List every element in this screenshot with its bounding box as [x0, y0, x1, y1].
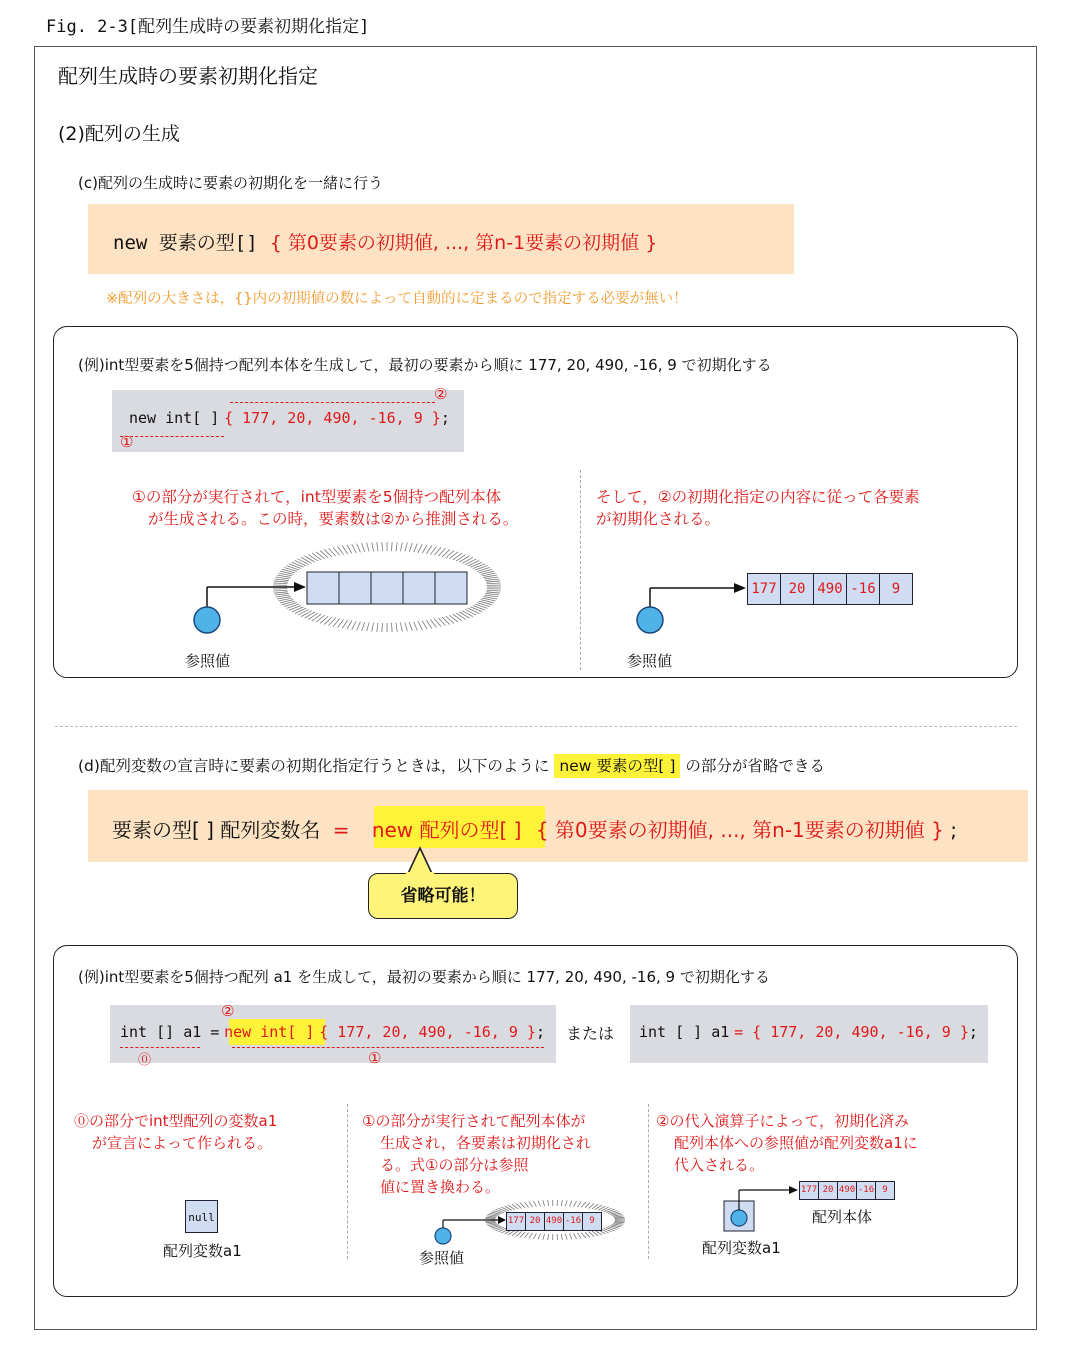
ex2-col3-line-2: 配列本体への参照値が配列変数a1に — [674, 1134, 918, 1152]
burst-stroke — [473, 605, 485, 610]
d-label-pre: (d)配列変数の宣言時に要素の初期化指定行うときは，以下のように — [78, 757, 550, 775]
ex2-code2-black: int [ ] a1 — [639, 1023, 730, 1041]
burst-stroke — [561, 1200, 562, 1206]
burst-stroke — [357, 544, 361, 553]
burst-stroke — [414, 544, 418, 553]
burst-stroke — [585, 1232, 590, 1237]
burst-stroke — [485, 593, 499, 595]
ex2-col2-line-2: 生成され，各要素は初期化され — [380, 1134, 591, 1152]
burst-stroke — [468, 608, 479, 613]
burst-stroke — [352, 544, 356, 553]
burst-stroke — [570, 1234, 572, 1240]
burst-stroke — [484, 577, 498, 579]
burst-stroke — [347, 545, 352, 553]
burst-stroke — [453, 553, 462, 560]
burst-stroke — [426, 546, 432, 554]
empty-array — [307, 572, 467, 604]
ref-ball — [435, 1228, 451, 1244]
burst-stroke — [295, 561, 306, 566]
array-cell: -16 — [847, 574, 880, 604]
burst-stroke — [289, 605, 301, 610]
ex1-code-red: { 177, 20, 490, -16, 9 } — [224, 409, 441, 427]
burst-stroke — [486, 1217, 496, 1218]
ex2-code1-hl-text: new int[ ] — [224, 1023, 315, 1041]
array-cell: 20 — [819, 1182, 838, 1199]
burst-stroke — [581, 1233, 585, 1238]
burst-stroke — [305, 556, 315, 562]
burst-stroke — [422, 621, 427, 629]
ex2-col1-line-1: ⓪の部分でint型配列の変数a1 — [74, 1112, 278, 1130]
burst-stroke — [520, 1232, 525, 1237]
array-cell: 20 — [781, 574, 814, 604]
ex2-mark-2: ② — [221, 1002, 235, 1020]
array-cell: 490 — [838, 1182, 857, 1199]
ex1-ref-label-right: 参照値 — [627, 652, 673, 670]
burst-stroke — [409, 622, 412, 631]
burst-stroke — [462, 611, 473, 617]
burst-stroke — [357, 622, 361, 631]
ex2-code1 — [120, 1023, 545, 1041]
ex2-code2-end: ; — [968, 1023, 978, 1041]
d-label-hl: new 要素の型[ ] — [554, 754, 680, 778]
burst-stroke — [289, 564, 301, 569]
ex2-col2-text — [362, 1110, 591, 1198]
burst-stroke — [574, 1201, 577, 1207]
burst-stroke — [422, 545, 427, 553]
burst-stroke — [485, 579, 499, 581]
burst-stroke — [470, 562, 482, 567]
burst-stroke — [391, 542, 392, 551]
ex2-divider-2 — [648, 1104, 649, 1259]
omittable-bubble-text: 省略可能！ — [400, 886, 486, 906]
burst-stroke — [486, 581, 500, 582]
ex1-code — [129, 409, 450, 427]
d-label — [78, 754, 825, 776]
ex2-underline-1 — [232, 1047, 544, 1048]
burst-stroke — [453, 614, 462, 621]
burst-stroke — [382, 542, 383, 551]
ex2-or-text: または — [566, 1024, 615, 1043]
ex1-left-diagram — [180, 540, 520, 670]
ex2-code1-end: ; — [535, 1023, 545, 1041]
ex2-underline-0 — [120, 1047, 200, 1048]
burst-stroke — [486, 1222, 496, 1223]
burst-stroke — [475, 604, 487, 608]
arrow-head-icon — [734, 583, 746, 593]
burst-stroke — [367, 543, 369, 552]
burst-stroke — [473, 564, 485, 569]
burst-stroke — [276, 577, 290, 579]
burst-stroke — [465, 609, 476, 615]
burst-stroke — [377, 542, 378, 551]
burst-stroke — [543, 1200, 545, 1206]
ex2-col3-text — [656, 1110, 918, 1176]
burst-stroke — [372, 542, 374, 551]
burst-stroke — [548, 1234, 549, 1240]
ex1-divider — [580, 470, 581, 670]
burst-stroke — [529, 1201, 533, 1207]
ref-ball — [194, 607, 220, 633]
burst-stroke — [585, 1203, 590, 1208]
burst-stroke — [396, 542, 397, 551]
burst-stroke — [538, 1234, 540, 1240]
burst-stroke — [405, 543, 407, 552]
burst-stroke — [533, 1233, 536, 1239]
array-cell: 490 — [814, 574, 847, 604]
burst-stroke — [301, 611, 312, 617]
burst-stroke — [273, 583, 287, 584]
ex1-left-line-2: が生成される。この時，要素数は②から推測される。 — [148, 510, 519, 528]
omittable-bubble — [368, 873, 518, 919]
burst-stroke — [301, 557, 312, 563]
burst-stroke — [414, 622, 418, 631]
ex2-col3-array — [799, 1181, 895, 1200]
ex1-right-text — [596, 486, 920, 530]
ref-ball — [731, 1210, 747, 1226]
burst-stroke — [548, 1200, 549, 1206]
burst-stroke — [382, 623, 383, 632]
burst-stroke — [533, 1201, 536, 1207]
ex2-col2-array — [506, 1212, 602, 1231]
burst-stroke — [456, 554, 466, 561]
burst-stroke — [449, 552, 458, 559]
ex2-divider-1 — [347, 1104, 348, 1259]
burst-stroke — [520, 1203, 525, 1208]
burst-stroke — [418, 621, 422, 630]
array-cell: 9 — [882, 1185, 888, 1195]
array-cell: -16 — [564, 1213, 583, 1230]
ex1-title: (例)int型要素を5個持つ配列本体を生成して，最初の要素から順に 177, 20, 490, -16, 9 で初期化する — [78, 356, 772, 374]
ex1-mark-1: ① — [120, 433, 134, 451]
ex2-col1-var: 配列変数a1 — [163, 1242, 242, 1260]
d-syntax-eq: = — [332, 818, 350, 842]
ex1-left-line-1: ①の部分が実行されて，int型要素を5個持つ配列本体 — [132, 488, 502, 506]
burst-stroke — [400, 542, 402, 551]
burst-stroke — [475, 566, 487, 570]
ex2-code1-red: { 177, 20, 490, -16, 9 } — [319, 1023, 536, 1041]
burst-stroke — [312, 614, 321, 621]
burst-stroke — [372, 623, 374, 632]
burst-stroke — [287, 604, 299, 608]
burst-stroke — [565, 1234, 567, 1240]
ex2-code1-black: int [] a1 = — [120, 1023, 220, 1041]
burst-stroke — [614, 1222, 624, 1223]
ex2-code2-red: = { 177, 20, 490, -16, 9 } — [734, 1023, 969, 1041]
d-label-post: の部分が省略できる — [685, 757, 825, 775]
burst-stroke — [391, 623, 392, 632]
burst-stroke — [577, 1233, 581, 1239]
burst-stroke — [305, 612, 315, 618]
ex1-code-black: new int[ ] — [129, 409, 220, 427]
ex1-ref-label-left: 参照値 — [185, 652, 231, 670]
burst-stroke — [405, 622, 407, 631]
burst-stroke — [570, 1201, 572, 1207]
arrow-head-icon — [498, 1216, 506, 1224]
burst-stroke — [456, 613, 466, 620]
ex2-mark-1: ① — [368, 1049, 382, 1067]
burst-stroke — [487, 583, 501, 584]
ref-ball — [637, 607, 663, 633]
arrow-head-icon — [789, 1186, 798, 1194]
c-syntax-red: { 第0要素の初期値, ..., 第n-1要素の初期値 } — [269, 232, 658, 254]
burst-stroke — [292, 562, 304, 567]
ex2-col3-line-1: ②の代入演算子によって，初期化済み — [656, 1112, 910, 1130]
burst-stroke — [273, 590, 287, 591]
burst-stroke — [538, 1201, 540, 1207]
burst-stroke — [409, 543, 412, 552]
burst-stroke — [292, 607, 304, 612]
burst-stroke — [312, 553, 321, 560]
burst-stroke — [352, 621, 356, 630]
burst-stroke — [459, 556, 469, 562]
d-syntax-red: { 第0要素の初期値, ..., 第n-1要素の初期値 } — [535, 818, 944, 842]
ex1-right-line-1: そして，②の初期化指定の内容に従って各要素 — [596, 488, 920, 506]
array-cell: 177 — [748, 574, 781, 604]
array-cell: 9 — [891, 581, 901, 597]
burst-stroke — [347, 621, 352, 629]
array-cell: 20 — [526, 1213, 545, 1230]
burst-stroke — [298, 559, 309, 565]
burst-stroke — [449, 615, 458, 622]
array-cell: 177 — [800, 1182, 819, 1199]
ex1-underline-2 — [230, 402, 435, 403]
burst-stroke — [614, 1217, 624, 1218]
burst-stroke — [342, 620, 348, 628]
section-2-title: (2)配列の生成 — [58, 123, 180, 145]
ex1-right-line-2: が初期化される。 — [596, 510, 721, 528]
heading: 配列生成時の要素初期化指定 — [58, 64, 318, 88]
burst-stroke — [274, 592, 288, 593]
burst-stroke — [426, 620, 432, 628]
burst-stroke — [342, 546, 348, 554]
array-cell: 9 — [589, 1216, 595, 1226]
burst-stroke — [316, 615, 325, 622]
burst-stroke — [561, 1234, 562, 1240]
null-box — [185, 1200, 218, 1233]
section-separator — [55, 726, 1017, 727]
burst-stroke — [524, 1233, 528, 1238]
c-syntax-black: new 要素の型[] — [113, 232, 258, 254]
burst-stroke — [459, 612, 469, 618]
array-cell: 177 — [507, 1213, 526, 1230]
ex2-col1-line-2: が宣言によって作られる。 — [92, 1134, 273, 1152]
burst-stroke — [396, 623, 397, 632]
burst-stroke — [465, 559, 476, 565]
burst-stroke — [308, 554, 318, 561]
figure-title: Fig. 2-3[配列生成時の要素初期化指定] — [46, 17, 370, 37]
burst-stroke — [468, 561, 479, 566]
burst-stroke — [487, 590, 501, 591]
burst-stroke — [287, 566, 299, 570]
ex1-filled-array — [747, 573, 913, 605]
burst-stroke — [274, 581, 288, 582]
d-syntax-end: ; — [950, 818, 957, 842]
ex2-col1-text — [74, 1110, 277, 1154]
array-cell: 490 — [545, 1213, 564, 1230]
burst-stroke — [295, 608, 306, 613]
ref-arrow-head — [294, 582, 306, 592]
ex2-col3-var: 配列変数a1 — [702, 1239, 781, 1257]
burst-stroke — [577, 1201, 581, 1207]
array-cell: -16 — [857, 1182, 876, 1199]
ex2-col2-line-3: る。式①の部分は参照 — [380, 1156, 529, 1174]
burst-stroke — [529, 1233, 533, 1239]
burst-stroke — [524, 1202, 528, 1207]
ex2-col3-line-3: 代入される。 — [674, 1156, 765, 1174]
ex2-code2 — [639, 1023, 978, 1041]
burst-stroke — [298, 609, 309, 615]
burst-stroke — [316, 552, 325, 559]
d-syntax-black: 要素の型[ ] 配列変数名 — [112, 818, 321, 842]
burst-stroke — [367, 622, 369, 631]
burst-stroke — [484, 595, 498, 597]
burst-stroke — [565, 1200, 567, 1206]
burst-stroke — [400, 623, 402, 632]
ex2-col2-line-1: ①の部分が実行されて配列本体が — [362, 1112, 586, 1130]
burst-stroke — [275, 593, 289, 595]
ex2-col2-line-4: 値に置き換わる。 — [380, 1178, 501, 1196]
d-syntax-hl: new 配列の型[ ] — [371, 818, 522, 842]
ex1-left-text — [132, 486, 518, 530]
ex2-mark-0: ⓪ — [138, 1053, 152, 1068]
burst-stroke — [486, 592, 500, 593]
ex1-code-end: ; — [440, 409, 450, 427]
burst-stroke — [275, 579, 289, 581]
burst-stroke — [377, 623, 378, 632]
burst-stroke — [581, 1202, 585, 1207]
burst-stroke — [418, 544, 422, 553]
c-label: (c)配列の生成時に要素の初期化を一緒に行う — [78, 174, 383, 192]
c-note: ※配列の大きさは，{}内の初期値の数によって自動的に定まるので指定する必要が無い！ — [106, 291, 688, 307]
ex2-col3-body: 配列本体 — [812, 1208, 873, 1226]
ex2-title: (例)int型要素を5個持つ配列 a1 を生成して，最初の要素から順に 177, 20, 490, -16, 9 で初期化する — [78, 968, 770, 986]
bubble-pointer-cover — [406, 872, 434, 875]
ex1-mark-2: ② — [434, 385, 448, 403]
burst-stroke — [308, 613, 318, 620]
d-syntax — [112, 814, 957, 843]
burst-stroke — [362, 622, 365, 631]
burst-stroke — [462, 557, 473, 563]
burst-stroke — [470, 607, 482, 612]
burst-stroke — [276, 595, 290, 597]
burst-stroke — [574, 1233, 577, 1239]
burst-stroke — [362, 543, 365, 552]
c-syntax — [113, 228, 657, 255]
null-label: null — [188, 1211, 215, 1224]
burst-stroke — [543, 1234, 545, 1240]
ex1-underline-1 — [120, 436, 224, 437]
ex2-col2-ref: 参照値 — [419, 1249, 465, 1267]
